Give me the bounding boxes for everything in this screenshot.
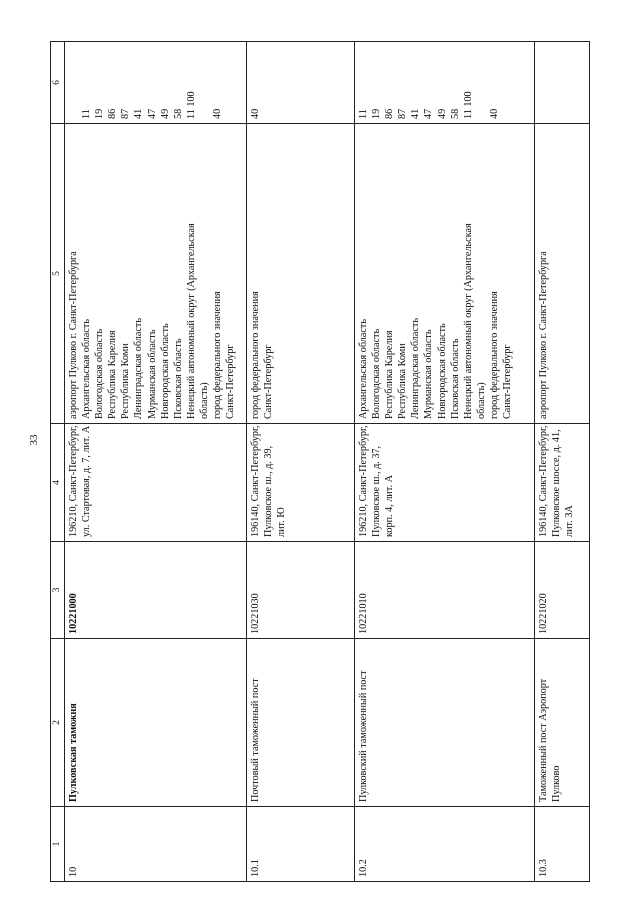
region-code: 11 xyxy=(358,109,369,119)
region-line: город федерального значения xyxy=(488,291,500,419)
region-code: 86 xyxy=(107,108,119,119)
region-code: 86 xyxy=(384,108,396,119)
rotated-sheet xyxy=(50,42,590,882)
region-line: Архангельская область xyxy=(81,319,93,419)
office-code: 10221030 xyxy=(250,593,261,634)
row-number: 10.1 xyxy=(250,859,261,877)
table-row xyxy=(535,42,590,882)
region-code xyxy=(224,46,237,119)
region-line: Республика Коми xyxy=(120,343,132,419)
office-name-cell xyxy=(247,639,355,807)
region-code: 40 xyxy=(212,108,224,119)
region-line: Псковская область xyxy=(172,338,184,419)
regions-cell xyxy=(355,124,535,424)
office-code: 10221000 xyxy=(68,593,79,634)
region-code: 58 xyxy=(172,108,184,119)
address-line: 196140, Санкт-Петербург, xyxy=(538,425,549,537)
region-code: 19 xyxy=(94,108,106,119)
row-number-cell xyxy=(65,807,247,882)
header-cell-col1: 1 xyxy=(51,807,65,882)
rotated-table-container xyxy=(50,42,590,882)
office-name: Почтовый таможенный пост xyxy=(250,678,261,802)
table-row xyxy=(355,42,535,882)
row-number-cell xyxy=(355,807,535,882)
region-line: Ненецкий автономный округ (Архангельская xyxy=(185,223,197,419)
region-line: город федерального значения xyxy=(250,291,261,419)
office-name: Пулковская таможня xyxy=(68,703,79,802)
region-code: 40 xyxy=(250,108,261,119)
office-name-cell xyxy=(355,639,535,807)
region-code: 47 xyxy=(146,108,158,119)
region-line: Ленинградская область xyxy=(133,317,145,419)
region-code xyxy=(475,46,488,119)
header-cell-col3: 3 xyxy=(51,542,65,639)
region-code xyxy=(198,46,211,119)
header-cell-col2: 2 xyxy=(51,639,65,807)
region-line: Санкт-Петербург xyxy=(502,344,514,419)
region-line: Новгородская область xyxy=(159,323,171,419)
region-code: 11 xyxy=(81,109,93,119)
region-code: 19 xyxy=(371,108,383,119)
customs-table xyxy=(50,41,590,882)
page-number: 33 xyxy=(28,434,40,446)
region-codes-cell xyxy=(535,42,590,124)
office-name: Таможенный пост Аэропорт Пулково xyxy=(538,678,563,802)
row-number: 10 xyxy=(68,866,79,877)
address-cell xyxy=(65,424,247,542)
region-line: Республика Карелия xyxy=(384,330,396,419)
region-code: 41 xyxy=(133,108,145,119)
region-code: 11 100 xyxy=(462,91,474,119)
region-line: область) xyxy=(198,382,210,419)
address-cell xyxy=(247,424,355,542)
address-line: Пулковское ш., д. 37, xyxy=(371,445,383,537)
regions-cell xyxy=(65,124,247,424)
office-code-cell xyxy=(65,542,247,639)
region-line: Республика Коми xyxy=(397,343,409,419)
region-line: Ненецкий автономный округ (Архангельская xyxy=(462,223,474,419)
region-codes-cell xyxy=(247,42,355,124)
region-line: Республика Карелия xyxy=(107,330,119,419)
address-line: ул. Стартовая, д. 7, лит. А xyxy=(81,425,93,537)
office-code-cell xyxy=(247,542,355,639)
region-line: область) xyxy=(475,382,487,419)
row-number-cell xyxy=(247,807,355,882)
region-code xyxy=(537,46,550,119)
address-line: Пулковское ш., д. 39, xyxy=(263,445,275,537)
office-code: 10221020 xyxy=(538,593,549,634)
row-number: 10.2 xyxy=(358,859,369,877)
office-name-cell xyxy=(535,639,590,807)
header-cell-col6: 6 xyxy=(51,42,65,124)
office-code-cell xyxy=(535,542,590,639)
region-code xyxy=(501,46,514,119)
table-row xyxy=(65,42,247,882)
region-line: Вологодская область xyxy=(371,328,383,419)
region-line: аэропорт Пулково г. Санкт-Петербурга xyxy=(538,251,549,419)
address-line: 196140, Санкт-Петербург, xyxy=(250,425,261,537)
region-line: аэропорт Пулково г. Санкт-Петербурга xyxy=(68,251,79,419)
region-code: 58 xyxy=(449,108,461,119)
address-cell xyxy=(355,424,535,542)
table-body xyxy=(65,42,590,882)
address-line: 196210, Санкт-Петербург, xyxy=(358,425,369,537)
region-line: Санкт-Петербург xyxy=(263,344,275,419)
region-code: 40 xyxy=(488,108,500,119)
region-code: 11 100 xyxy=(185,91,197,119)
region-line: Вологодская область xyxy=(94,328,106,419)
address-cell xyxy=(535,424,590,542)
region-codes-cell xyxy=(355,42,535,124)
region-code: 49 xyxy=(436,108,448,119)
region-code: 87 xyxy=(120,108,132,119)
address-line: корп. 4, лит. А xyxy=(384,474,396,537)
header-cell-col4: 4 xyxy=(51,424,65,542)
office-name: Пулковский таможенный пост xyxy=(358,670,369,802)
region-line: город федерального значения xyxy=(212,291,224,419)
office-name-cell xyxy=(65,639,247,807)
office-code-cell xyxy=(355,542,535,639)
regions-cell xyxy=(247,124,355,424)
region-code xyxy=(67,46,80,119)
address-line: 196210, Санкт-Петербург, xyxy=(68,425,79,537)
region-line: Мурманская область xyxy=(423,329,435,419)
region-code: 49 xyxy=(159,108,171,119)
region-line: Санкт-Петербург xyxy=(225,344,237,419)
address-line: лит. ЗА xyxy=(564,505,576,537)
header-cell-col5: 5 xyxy=(51,124,65,424)
address-line: Пулковское шоссе, д. 41, xyxy=(551,429,563,537)
region-line: Архангельская область xyxy=(358,319,369,419)
header-row xyxy=(51,42,65,882)
region-code: 87 xyxy=(397,108,409,119)
region-code: 47 xyxy=(423,108,435,119)
region-code xyxy=(262,46,275,119)
office-code: 10221010 xyxy=(358,593,369,634)
region-code: 41 xyxy=(410,108,422,119)
region-line: Новгородская область xyxy=(436,323,448,419)
region-codes-cell xyxy=(65,42,247,124)
row-number: 10.3 xyxy=(538,859,549,877)
address-line: лит. Ю xyxy=(276,507,288,537)
region-line: Ленинградская область xyxy=(410,317,422,419)
table-row xyxy=(247,42,355,882)
region-line: Псковская область xyxy=(449,338,461,419)
row-number-cell xyxy=(535,807,590,882)
regions-cell xyxy=(535,124,590,424)
region-line: Мурманская область xyxy=(146,329,158,419)
